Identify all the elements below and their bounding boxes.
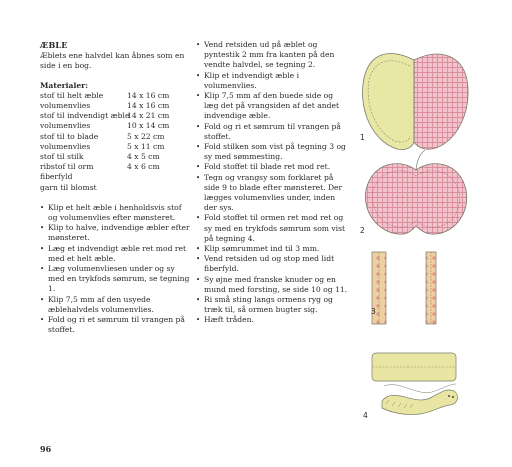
step-item: • Klip 7,5 mm af den usyede æblehalvdels volumenvlies.	[40, 295, 190, 315]
material-name: volumenvlies	[40, 121, 91, 131]
figure-3-label: 3	[371, 307, 376, 316]
step-item: • Sy øjne med franske knuder og en mund med forsting, se side 10 og 11.	[196, 275, 348, 295]
figure-1-label: 1	[360, 133, 365, 142]
material-name: stof til helt æble	[40, 90, 104, 100]
figure-4-drawing	[372, 353, 457, 415]
material-size: 14 x 16 cm	[127, 101, 170, 111]
step-item: • Fold stilken som vist på tegning 3 og sy med sømmesting.	[196, 142, 348, 162]
material-size: 14 x 21 cm	[127, 111, 170, 121]
material-row	[40, 91, 190, 101]
left-column	[40, 40, 190, 335]
material-row	[40, 183, 190, 193]
material-size: 5 x 11 cm	[127, 141, 165, 151]
material-size: 10 x 14 cm	[127, 121, 170, 131]
material-row	[40, 132, 190, 142]
figure-3-drawing	[372, 252, 436, 324]
page-title: ÆBLE	[40, 40, 68, 50]
step-item: • Klip 7,5 mm af den buede side og læg det på vrangsiden af det andet indvendige æble.	[196, 91, 348, 122]
page-number: 96	[40, 444, 52, 454]
steps-list-left	[40, 203, 190, 336]
figure-2-label: 2	[360, 226, 365, 235]
figure-4-label: 4	[363, 411, 368, 420]
step-item: • Fold stoffet til ormen ret mod ret og sy med en trykfods sømrum som vist på tegning 4.	[196, 213, 348, 244]
figure-2-drawing	[365, 150, 466, 234]
illustration-drawings	[350, 30, 512, 430]
step-item: • Læg et indvendigt æble ret mod ret med et helt æble.	[40, 244, 190, 264]
step-item: • Fold stoffet til blade ret mod ret.	[196, 162, 348, 172]
material-name: garn til blomst	[40, 182, 97, 192]
middle-column	[196, 40, 348, 326]
step-item: • Klip sømrummet ind til 3 mm.	[196, 244, 348, 254]
material-name: stof til to blade	[40, 131, 99, 141]
material-row	[40, 142, 190, 152]
material-row	[40, 162, 190, 172]
step-item: • Fold og ri et sømrum til vrangen på stoffet.	[196, 122, 348, 142]
step-item: • Vend retsiden ud og stop med lidt fiberfyld.	[196, 254, 348, 274]
material-row	[40, 121, 190, 131]
material-size: 14 x 16 cm	[127, 90, 170, 100]
material-row	[40, 111, 190, 121]
material-row	[40, 172, 190, 182]
step-item: • Læg volumenvliesen under og sy med en trykfods sømrum, se tegning 1.	[40, 264, 190, 295]
material-size: 5 x 22 cm	[127, 131, 165, 141]
step-item: • Klip to halve, indvendige æbler efter mønsteret.	[40, 223, 190, 243]
material-name: stof til stilk	[40, 152, 84, 162]
material-row	[40, 101, 190, 111]
material-name: fiberfyld	[40, 172, 73, 182]
step-item: • Fold og ri et sømrum til vrangen på stoffet.	[40, 315, 190, 335]
material-name: volumenvlies	[40, 141, 91, 151]
material-name: volumenvlies	[40, 101, 91, 111]
material-size: 4 x 6 cm	[127, 162, 160, 172]
material-size: 4 x 5 cm	[127, 152, 160, 162]
material-name: ribstof til orm	[40, 162, 94, 172]
step-item: • Klip et helt æble i henholdsvis stof og volumenvlies efter mønsteret.	[40, 203, 190, 223]
step-item: • Vend retsiden ud på æblet og pyntestik 2 mm fra kanten på den vendte halvdel, se tegning 2.	[196, 40, 348, 71]
step-item: • Klip et indvendigt æble i volumenvlies.	[196, 71, 348, 91]
materials-list	[40, 91, 190, 193]
intro-text: Æblets ene halvdel kan åbnes som en side i en bog.	[40, 51, 185, 71]
step-item: • Tegn og vrangsy som forklaret på side 9 to blade efter mønsteret. Der lægges volumenvlies under, inden der sys.	[196, 173, 348, 214]
step-item: • Ri små sting langs ormens ryg og træk til, så ormen bugter sig.	[196, 295, 348, 315]
illustrations	[350, 30, 512, 430]
materials-heading: Materialer:	[40, 80, 88, 90]
material-row	[40, 152, 190, 162]
figure-1-drawing	[362, 54, 468, 150]
material-name: stof til indvendigt æble	[40, 111, 130, 121]
steps-list-right	[196, 40, 348, 326]
step-item: • Hæft tråden.	[196, 315, 348, 325]
